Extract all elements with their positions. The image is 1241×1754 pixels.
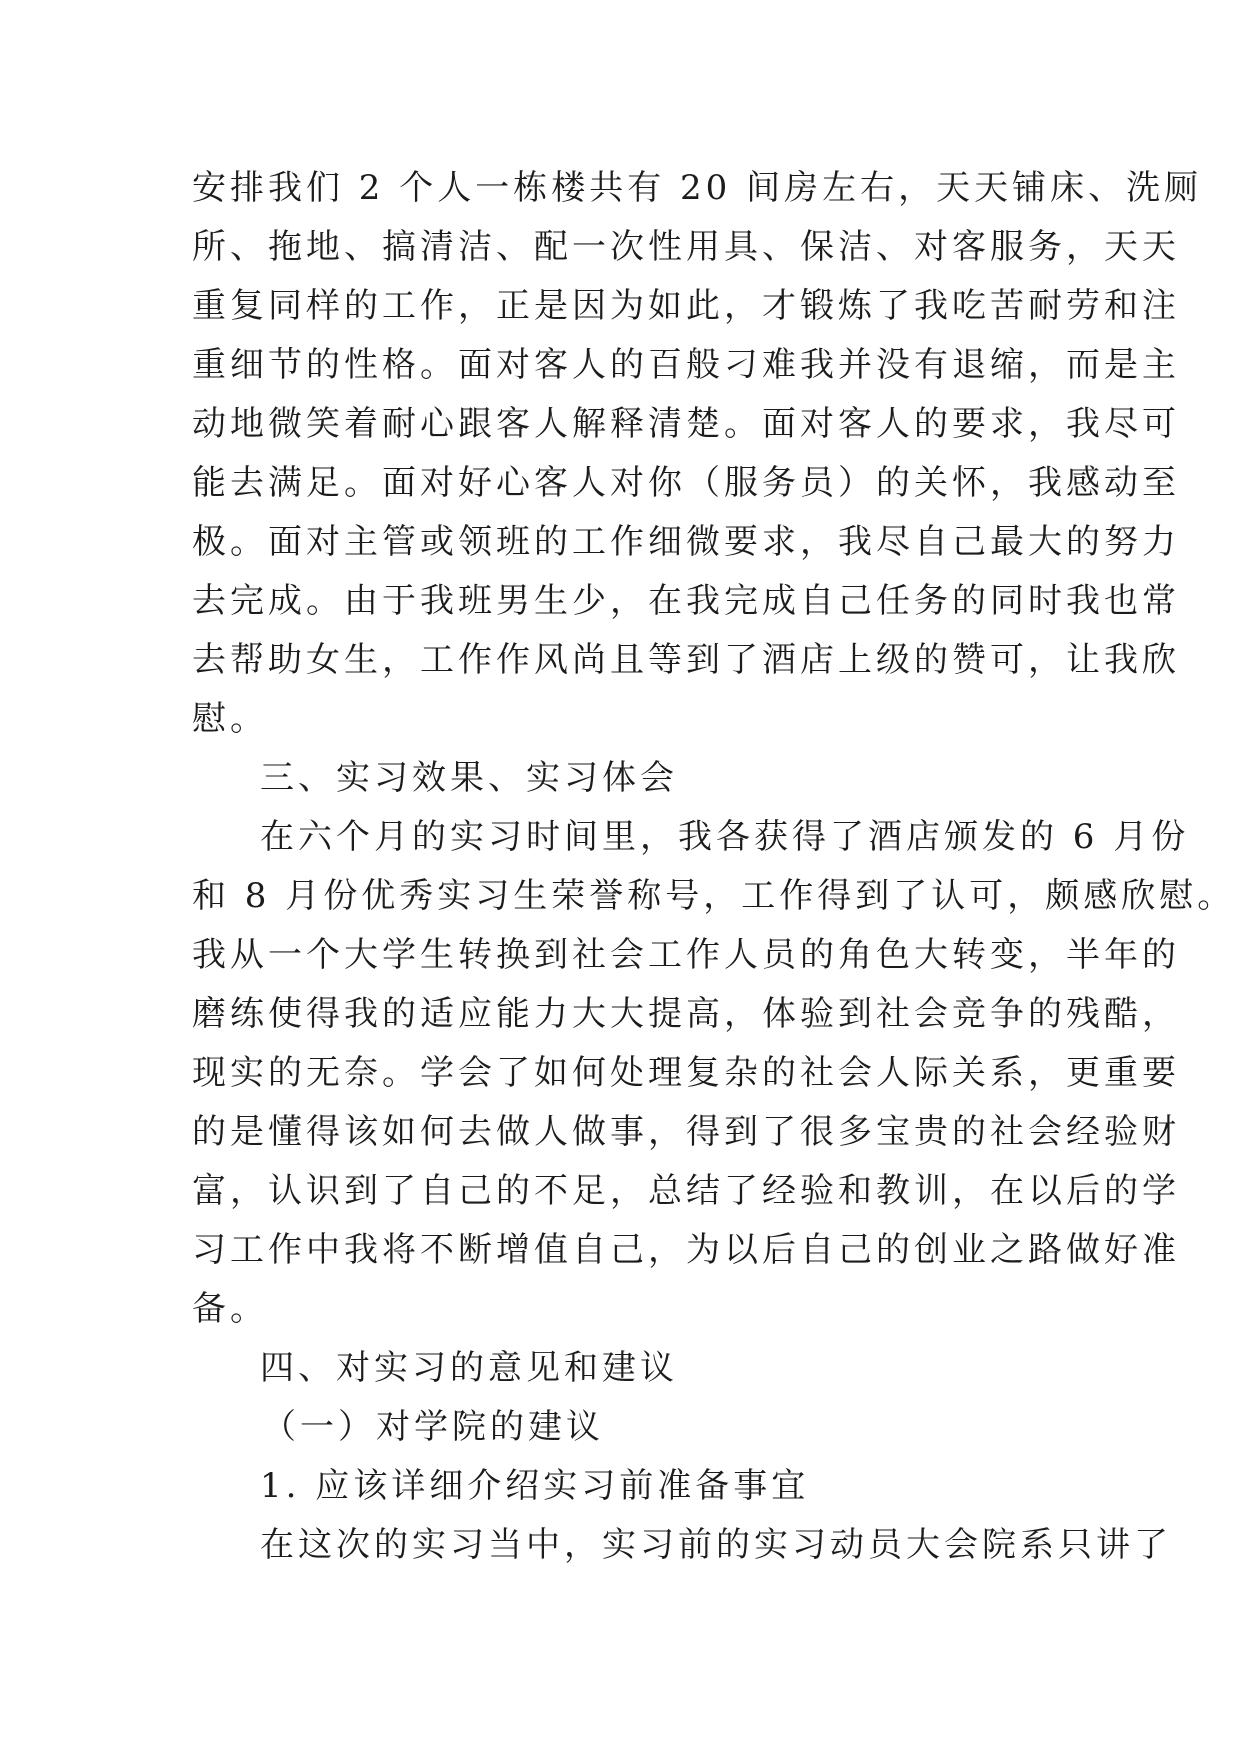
text-line: 备。 bbox=[192, 1289, 268, 1329]
text-line: 重细节的性格。面对客人的百般刁难我并没有退缩，而是主 bbox=[192, 345, 1180, 385]
section-heading: 三、实习效果、实习体会 bbox=[260, 758, 678, 798]
text-line: 现实的无奈。学会了如何处理复杂的社会人际关系，更重要 bbox=[192, 1053, 1180, 1093]
subsection-heading: （一）对学院的建议 bbox=[262, 1407, 604, 1447]
text-line: 去完成。由于我班男生少，在我完成自己任务的同时我也常 bbox=[192, 581, 1180, 621]
text-line: 安排我们 2 个人一栋楼共有 20 间房左右，天天铺床、洗厕 bbox=[192, 168, 1203, 208]
text-line: 磨练使得我的适应能力大大提高，体验到社会竞争的残酷， bbox=[192, 994, 1180, 1034]
text-line: 去帮助女生，工作作风尚且等到了酒店上级的赞可，让我欣 bbox=[192, 640, 1180, 680]
text-line: 的是懂得该如何去做人做事，得到了很多宝贵的社会经验财 bbox=[192, 1112, 1180, 1152]
text-line: 所、拖地、搞清洁、配一次性用具、保洁、对客服务，天天 bbox=[192, 227, 1180, 267]
section-heading: 四、对实习的意见和建议 bbox=[260, 1348, 678, 1388]
text-line: 我从一个大学生转换到社会工作人员的角色大转变，半年的 bbox=[192, 935, 1180, 975]
text-line: 在这次的实习当中，实习前的实习动员大会院系只讲了 bbox=[260, 1525, 1172, 1565]
numbered-item-heading: 1. 应该详细介绍实习前准备事宜 bbox=[260, 1466, 810, 1506]
text-line: 和 8 月份优秀实习生荣誉称号，工作得到了认可，颇感欣慰。 bbox=[192, 876, 1236, 916]
text-line: 习工作中我将不断增值自己，为以后自己的创业之路做好准 bbox=[192, 1230, 1180, 1270]
text-line: 慰。 bbox=[192, 699, 268, 739]
text-line: 动地微笑着耐心跟客人解释清楚。面对客人的要求，我尽可 bbox=[192, 404, 1180, 444]
text-line: 极。面对主管或领班的工作细微要求，我尽自己最大的努力 bbox=[192, 522, 1180, 562]
text-line: 富，认识到了自己的不足，总结了经验和教训，在以后的学 bbox=[192, 1171, 1180, 1211]
text-line: 能去满足。面对好心客人对你（服务员）的关怀，我感动至 bbox=[192, 463, 1180, 503]
text-line: 在六个月的实习时间里，我各获得了酒店颁发的 6 月份 bbox=[260, 817, 1190, 857]
text-line: 重复同样的工作，正是因为如此，才锻炼了我吃苦耐劳和注 bbox=[192, 286, 1180, 326]
